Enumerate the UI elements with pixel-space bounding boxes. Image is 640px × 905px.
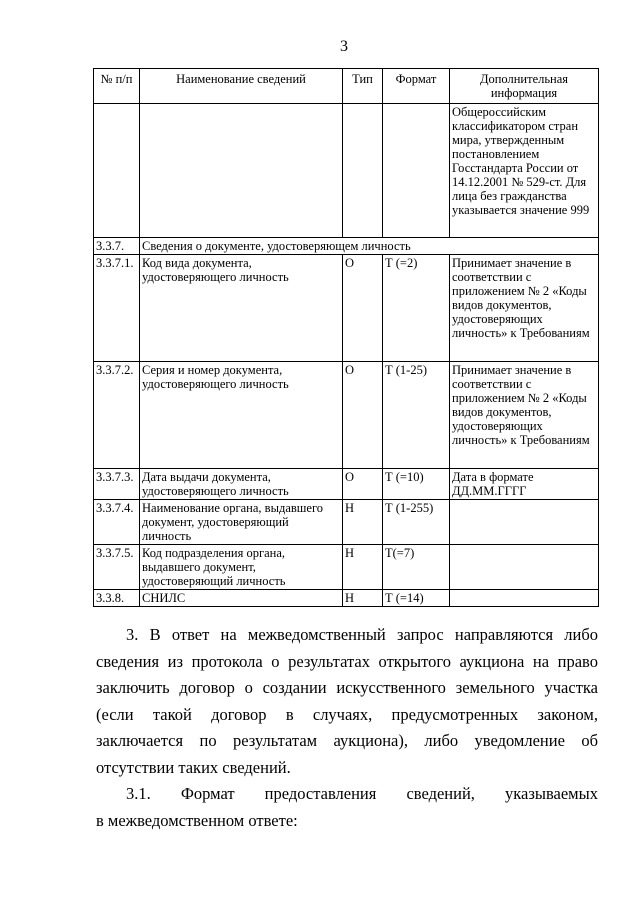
section-number: 3.3.7. bbox=[94, 238, 140, 255]
word: указываемых bbox=[505, 784, 598, 803]
paragraph-format-line bbox=[96, 781, 598, 808]
header-info: Дополнительная информация bbox=[450, 69, 599, 104]
row-number: 3.3.7.5. bbox=[94, 545, 140, 590]
row-name: СНИЛС bbox=[140, 590, 343, 607]
row-number: 3.3.7.1. bbox=[94, 255, 140, 362]
row-name: Серия и номер документа, удостоверяющего личность bbox=[140, 362, 343, 469]
row-type: О bbox=[343, 362, 383, 469]
row-info bbox=[450, 590, 599, 607]
row-type: Н bbox=[343, 545, 383, 590]
row-info: Принимает значение в соответствии с приложением № 2 «Коды видов документов, удостоверяющих личность» к Требованиям bbox=[450, 362, 599, 469]
row-number: 3.3.7.4. bbox=[94, 500, 140, 545]
table-row-snils bbox=[94, 590, 599, 607]
row-number: 3.3.7.3. bbox=[94, 469, 140, 500]
header-name: Наименование сведений bbox=[140, 69, 343, 104]
table-row bbox=[94, 469, 599, 500]
row-name: Наименование органа, выдавшего документ, удостоверяющий личность bbox=[140, 500, 343, 545]
word: 3.1. bbox=[126, 784, 151, 803]
requirements-table bbox=[93, 68, 599, 607]
page-number: 3 bbox=[340, 38, 348, 55]
row-info: Дата в формате ДД.ММ.ГГГГ bbox=[450, 469, 599, 500]
table-row bbox=[94, 362, 599, 469]
row-name: Код подразделения органа, выдавшего документ, удостоверяющий личность bbox=[140, 545, 343, 590]
row-format: Т (=2) bbox=[383, 255, 450, 362]
row-type: О bbox=[343, 469, 383, 500]
row-name: Дата выдачи документа, удостоверяющего личность bbox=[140, 469, 343, 500]
continuation-info: Общероссийским классификатором стран мира, утвержденным постановлением Госстандарта России от 14.12.2001 № 529-ст. Для лица без гражданства указывается значение 999 bbox=[450, 104, 599, 238]
row-type: О bbox=[343, 255, 383, 362]
row-format: Т (1-255) bbox=[383, 500, 450, 545]
body-text bbox=[96, 622, 598, 834]
row-format: Т(=7) bbox=[383, 545, 450, 590]
row-format: Т (=10) bbox=[383, 469, 450, 500]
word: сведений, bbox=[406, 784, 475, 803]
row-format: Т (=14) bbox=[383, 590, 450, 607]
row-number: 3.3.8. bbox=[94, 590, 140, 607]
header-number: № п/п bbox=[94, 69, 140, 104]
table-row bbox=[94, 255, 599, 362]
table-row-section bbox=[94, 238, 599, 255]
row-name: Код вида документа, удостоверяющего личность bbox=[140, 255, 343, 362]
row-info: Принимает значение в соответствии с приложением № 2 «Коды видов документов, удостоверяющих личность» к Требованиям bbox=[450, 255, 599, 362]
header-type: Тип bbox=[343, 69, 383, 104]
table-row bbox=[94, 500, 599, 545]
table-header-row bbox=[94, 69, 599, 104]
paragraph-response: 3. В ответ на межведомственный запрос направляются либо сведения из протокола о результатах открытого аукциона на право заключить договор о создании искусственного земельного участка (если такой договор в случаях, предусмотренных законом, заключается по результатам аукциона), либо уведомление об отсутствии таких сведений. bbox=[96, 625, 598, 777]
row-info bbox=[450, 545, 599, 590]
row-info bbox=[450, 500, 599, 545]
table-row-continuation bbox=[94, 104, 599, 238]
section-name: Сведения о документе, удостоверяющем личность bbox=[140, 238, 599, 255]
row-format: Т (1-25) bbox=[383, 362, 450, 469]
word: предоставления bbox=[264, 784, 377, 803]
word: Формат bbox=[180, 784, 235, 803]
row-number: 3.3.7.2. bbox=[94, 362, 140, 469]
row-type: Н bbox=[343, 500, 383, 545]
table-row bbox=[94, 545, 599, 590]
row-type: Н bbox=[343, 590, 383, 607]
header-format: Формат bbox=[383, 69, 450, 104]
paragraph-format-end: в межведомственном ответе: bbox=[96, 810, 298, 830]
